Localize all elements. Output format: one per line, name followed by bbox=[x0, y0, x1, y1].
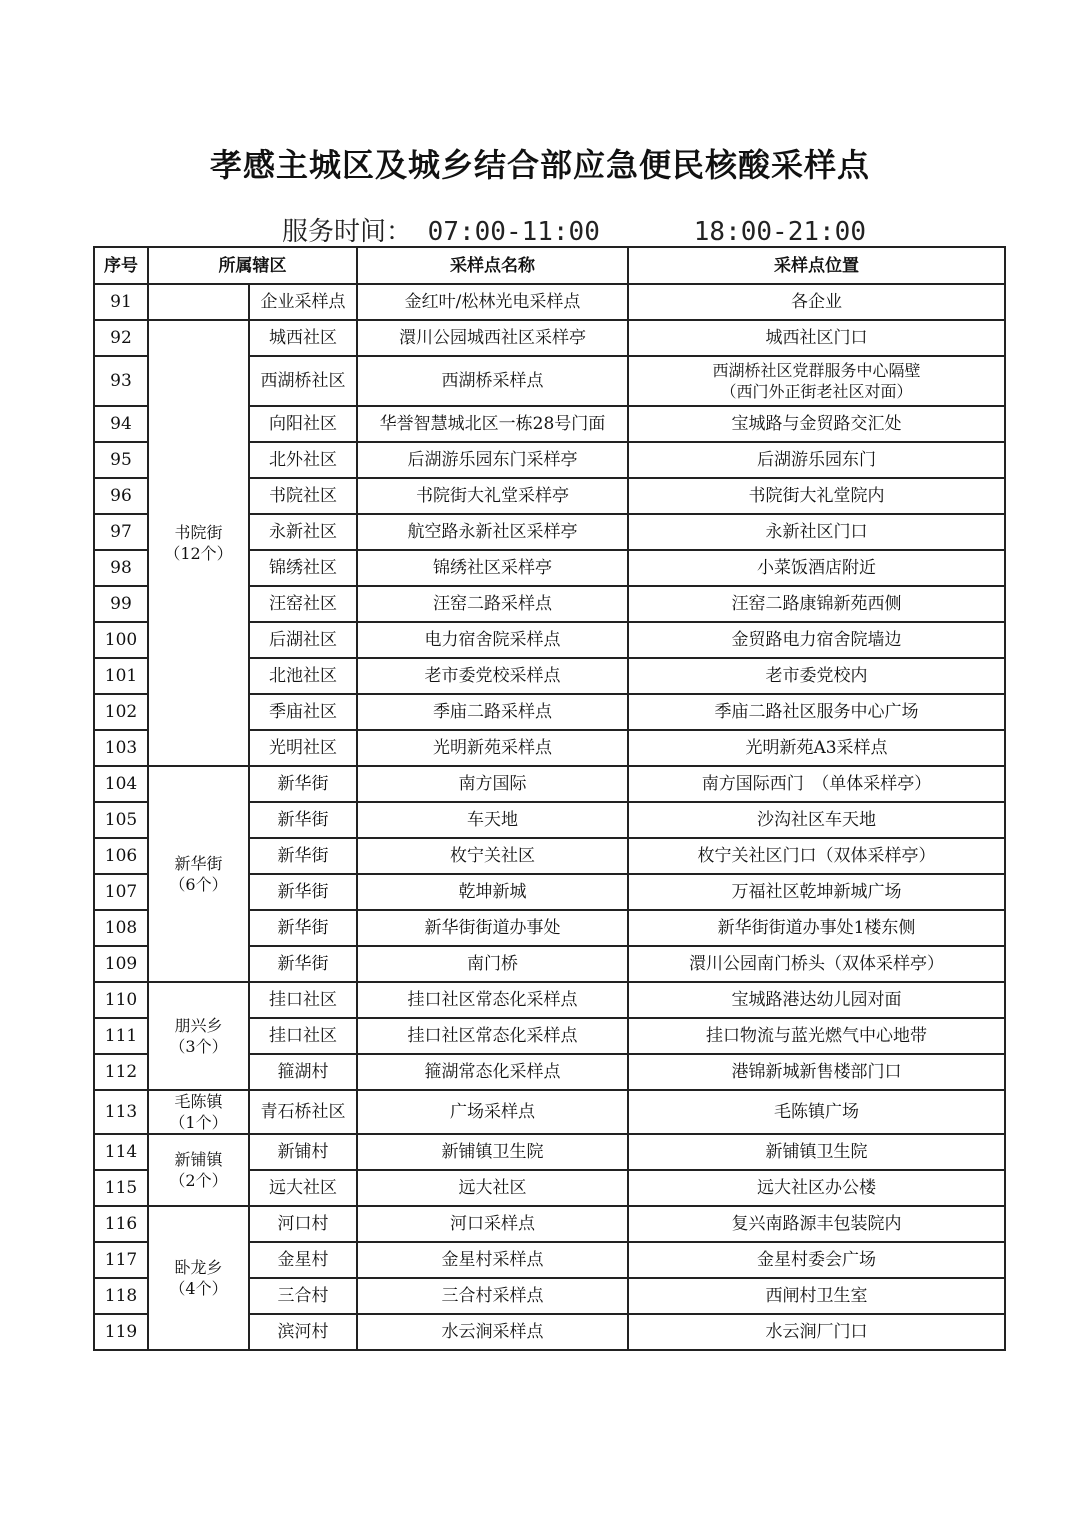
row-site: 南门桥 bbox=[357, 946, 628, 982]
row-no: 100 bbox=[94, 622, 148, 658]
sampling-sites-table bbox=[93, 246, 1006, 1351]
group-cell: 卧龙乡 （4个） bbox=[148, 1206, 249, 1350]
row-community: 书院社区 bbox=[249, 478, 357, 514]
row-site: 河口采样点 bbox=[357, 1206, 628, 1242]
row-community: 远大社区 bbox=[249, 1170, 357, 1206]
row-site: 挂口社区常态化采样点 bbox=[357, 982, 628, 1018]
row-community: 永新社区 bbox=[249, 514, 357, 550]
group-cell bbox=[148, 284, 249, 320]
page-title: 孝感主城区及城乡结合部应急便民核酸采样点 bbox=[209, 146, 870, 184]
group-cell: 新华街 （6个） bbox=[148, 766, 249, 982]
row-community: 青石桥社区 bbox=[249, 1090, 357, 1134]
row-no: 110 bbox=[94, 982, 148, 1018]
row-no: 104 bbox=[94, 766, 148, 802]
row-location: 金星村委会广场 bbox=[628, 1242, 1005, 1278]
row-no: 91 bbox=[94, 284, 148, 320]
row-site: 新华街街道办事处 bbox=[357, 910, 628, 946]
row-community: 企业采样点 bbox=[249, 284, 357, 320]
row-site: 华誉智慧城北区一栋28号门面 bbox=[357, 406, 628, 442]
table-row bbox=[94, 982, 1005, 1018]
row-site: 锦绣社区采样亭 bbox=[357, 550, 628, 586]
row-location: 宝城路与金贸路交汇处 bbox=[628, 406, 1005, 442]
row-site: 三合村采样点 bbox=[357, 1278, 628, 1314]
row-location: 挂口物流与蓝光燃气中心地带 bbox=[628, 1018, 1005, 1054]
table-row bbox=[94, 284, 1005, 320]
row-no: 116 bbox=[94, 1206, 148, 1242]
row-location: 新华街街道办事处1楼东侧 bbox=[628, 910, 1005, 946]
table-row bbox=[94, 1206, 1005, 1242]
row-community: 金星村 bbox=[249, 1242, 357, 1278]
table-row bbox=[94, 320, 1005, 356]
row-location: 书院街大礼堂院内 bbox=[628, 478, 1005, 514]
row-site: 书院街大礼堂采样亭 bbox=[357, 478, 628, 514]
row-location: 老市委党校内 bbox=[628, 658, 1005, 694]
row-site: 南方国际 bbox=[357, 766, 628, 802]
row-community: 新华街 bbox=[249, 874, 357, 910]
group-cell: 书院街 （12个） bbox=[148, 320, 249, 766]
row-location: 南方国际西门 （单体采样亭） bbox=[628, 766, 1005, 802]
row-location: 万福社区乾坤新城广场 bbox=[628, 874, 1005, 910]
row-no: 94 bbox=[94, 406, 148, 442]
header-site-location: 采样点位置 bbox=[628, 247, 1005, 284]
row-community: 城西社区 bbox=[249, 320, 357, 356]
row-no: 101 bbox=[94, 658, 148, 694]
row-no: 97 bbox=[94, 514, 148, 550]
row-community: 三合村 bbox=[249, 1278, 357, 1314]
table-row bbox=[94, 766, 1005, 802]
row-community: 滨河村 bbox=[249, 1314, 357, 1350]
row-no: 107 bbox=[94, 874, 148, 910]
row-community: 新华街 bbox=[249, 910, 357, 946]
row-site: 季庙二路采样点 bbox=[357, 694, 628, 730]
row-site: 老市委党校采样点 bbox=[357, 658, 628, 694]
row-site: 西湖桥采样点 bbox=[357, 356, 628, 406]
row-location: 澴川公园南门桥头（双体采样亭） bbox=[628, 946, 1005, 982]
row-no: 99 bbox=[94, 586, 148, 622]
row-community: 挂口社区 bbox=[249, 982, 357, 1018]
row-site: 汪窑二路采样点 bbox=[357, 586, 628, 622]
row-no: 95 bbox=[94, 442, 148, 478]
row-community: 北外社区 bbox=[249, 442, 357, 478]
row-community: 季庙社区 bbox=[249, 694, 357, 730]
row-no: 112 bbox=[94, 1054, 148, 1090]
group-cell: 朋兴乡 （3个） bbox=[148, 982, 249, 1090]
row-community: 箍湖村 bbox=[249, 1054, 357, 1090]
row-no: 106 bbox=[94, 838, 148, 874]
row-community: 向阳社区 bbox=[249, 406, 357, 442]
row-no: 93 bbox=[94, 356, 148, 406]
row-location: 宝城路港达幼儿园对面 bbox=[628, 982, 1005, 1018]
row-community: 新华街 bbox=[249, 838, 357, 874]
row-location: 新铺镇卫生院 bbox=[628, 1134, 1005, 1170]
row-site: 光明新苑采样点 bbox=[357, 730, 628, 766]
row-site: 挂口社区常态化采样点 bbox=[357, 1018, 628, 1054]
row-community: 新华街 bbox=[249, 946, 357, 982]
row-no: 96 bbox=[94, 478, 148, 514]
row-location: 汪窑二路康锦新苑西侧 bbox=[628, 586, 1005, 622]
row-community: 西湖桥社区 bbox=[249, 356, 357, 406]
row-no: 118 bbox=[94, 1278, 148, 1314]
row-no: 103 bbox=[94, 730, 148, 766]
row-site: 远大社区 bbox=[357, 1170, 628, 1206]
row-site: 澴川公园城西社区采样亭 bbox=[357, 320, 628, 356]
row-no: 108 bbox=[94, 910, 148, 946]
row-no: 98 bbox=[94, 550, 148, 586]
row-community: 新铺村 bbox=[249, 1134, 357, 1170]
row-location: 远大社区办公楼 bbox=[628, 1170, 1005, 1206]
row-location: 沙沟社区车天地 bbox=[628, 802, 1005, 838]
row-location: 水云涧厂门口 bbox=[628, 1314, 1005, 1350]
row-no: 105 bbox=[94, 802, 148, 838]
row-location: 季庙二路社区服务中心广场 bbox=[628, 694, 1005, 730]
row-location: 西湖桥社区党群服务中心隔壁 （西门外正街老社区对面） bbox=[628, 356, 1005, 406]
row-location: 金贸路电力宿舍院墙边 bbox=[628, 622, 1005, 658]
row-site: 广场采样点 bbox=[357, 1090, 628, 1134]
group-cell: 新铺镇 （2个） bbox=[148, 1134, 249, 1206]
header-seq: 序号 bbox=[94, 247, 148, 284]
row-no: 115 bbox=[94, 1170, 148, 1206]
row-no: 119 bbox=[94, 1314, 148, 1350]
row-site: 枚宁关社区 bbox=[357, 838, 628, 874]
row-location: 城西社区门口 bbox=[628, 320, 1005, 356]
row-location: 港锦新城新售楼部门口 bbox=[628, 1054, 1005, 1090]
row-no: 102 bbox=[94, 694, 148, 730]
row-site: 乾坤新城 bbox=[357, 874, 628, 910]
service-time-evening: 18:00-21:00 bbox=[693, 217, 866, 247]
table-header-row bbox=[94, 247, 1005, 284]
row-community: 河口村 bbox=[249, 1206, 357, 1242]
service-time-morning: 07:00-11:00 bbox=[427, 217, 600, 247]
row-location: 永新社区门口 bbox=[628, 514, 1005, 550]
row-community: 汪窑社区 bbox=[249, 586, 357, 622]
row-location: 毛陈镇广场 bbox=[628, 1090, 1005, 1134]
row-location: 复兴南路源丰包装院内 bbox=[628, 1206, 1005, 1242]
row-no: 114 bbox=[94, 1134, 148, 1170]
row-location: 西闸村卫生室 bbox=[628, 1278, 1005, 1314]
row-no: 113 bbox=[94, 1090, 148, 1134]
row-location: 小菜饭酒店附近 bbox=[628, 550, 1005, 586]
row-community: 新华街 bbox=[249, 802, 357, 838]
table-row bbox=[94, 1134, 1005, 1170]
row-location: 后湖游乐园东门 bbox=[628, 442, 1005, 478]
row-no: 92 bbox=[94, 320, 148, 356]
row-no: 111 bbox=[94, 1018, 148, 1054]
row-site: 箍湖常态化采样点 bbox=[357, 1054, 628, 1090]
row-community: 锦绣社区 bbox=[249, 550, 357, 586]
group-cell: 毛陈镇 （1个） bbox=[148, 1090, 249, 1134]
row-location: 各企业 bbox=[628, 284, 1005, 320]
row-no: 109 bbox=[94, 946, 148, 982]
table-row bbox=[94, 1090, 1005, 1134]
row-site: 后湖游乐园东门采样亭 bbox=[357, 442, 628, 478]
service-time-label: 服务时间： bbox=[282, 217, 413, 247]
row-site: 车天地 bbox=[357, 802, 628, 838]
row-site: 金星村采样点 bbox=[357, 1242, 628, 1278]
row-site: 金红叶/松林光电采样点 bbox=[357, 284, 628, 320]
row-location: 枚宁关社区门口（双体采样亭） bbox=[628, 838, 1005, 874]
row-community: 后湖社区 bbox=[249, 622, 357, 658]
row-community: 北池社区 bbox=[249, 658, 357, 694]
row-no: 117 bbox=[94, 1242, 148, 1278]
header-site-name: 采样点名称 bbox=[357, 247, 628, 284]
row-site: 水云涧采样点 bbox=[357, 1314, 628, 1350]
row-community: 挂口社区 bbox=[249, 1018, 357, 1054]
row-community: 光明社区 bbox=[249, 730, 357, 766]
row-site: 电力宿舍院采样点 bbox=[357, 622, 628, 658]
row-site: 新铺镇卫生院 bbox=[357, 1134, 628, 1170]
row-community: 新华街 bbox=[249, 766, 357, 802]
row-location: 光明新苑A3采样点 bbox=[628, 730, 1005, 766]
service-time bbox=[282, 211, 866, 248]
row-site: 航空路永新社区采样亭 bbox=[357, 514, 628, 550]
header-district: 所属辖区 bbox=[148, 247, 357, 284]
